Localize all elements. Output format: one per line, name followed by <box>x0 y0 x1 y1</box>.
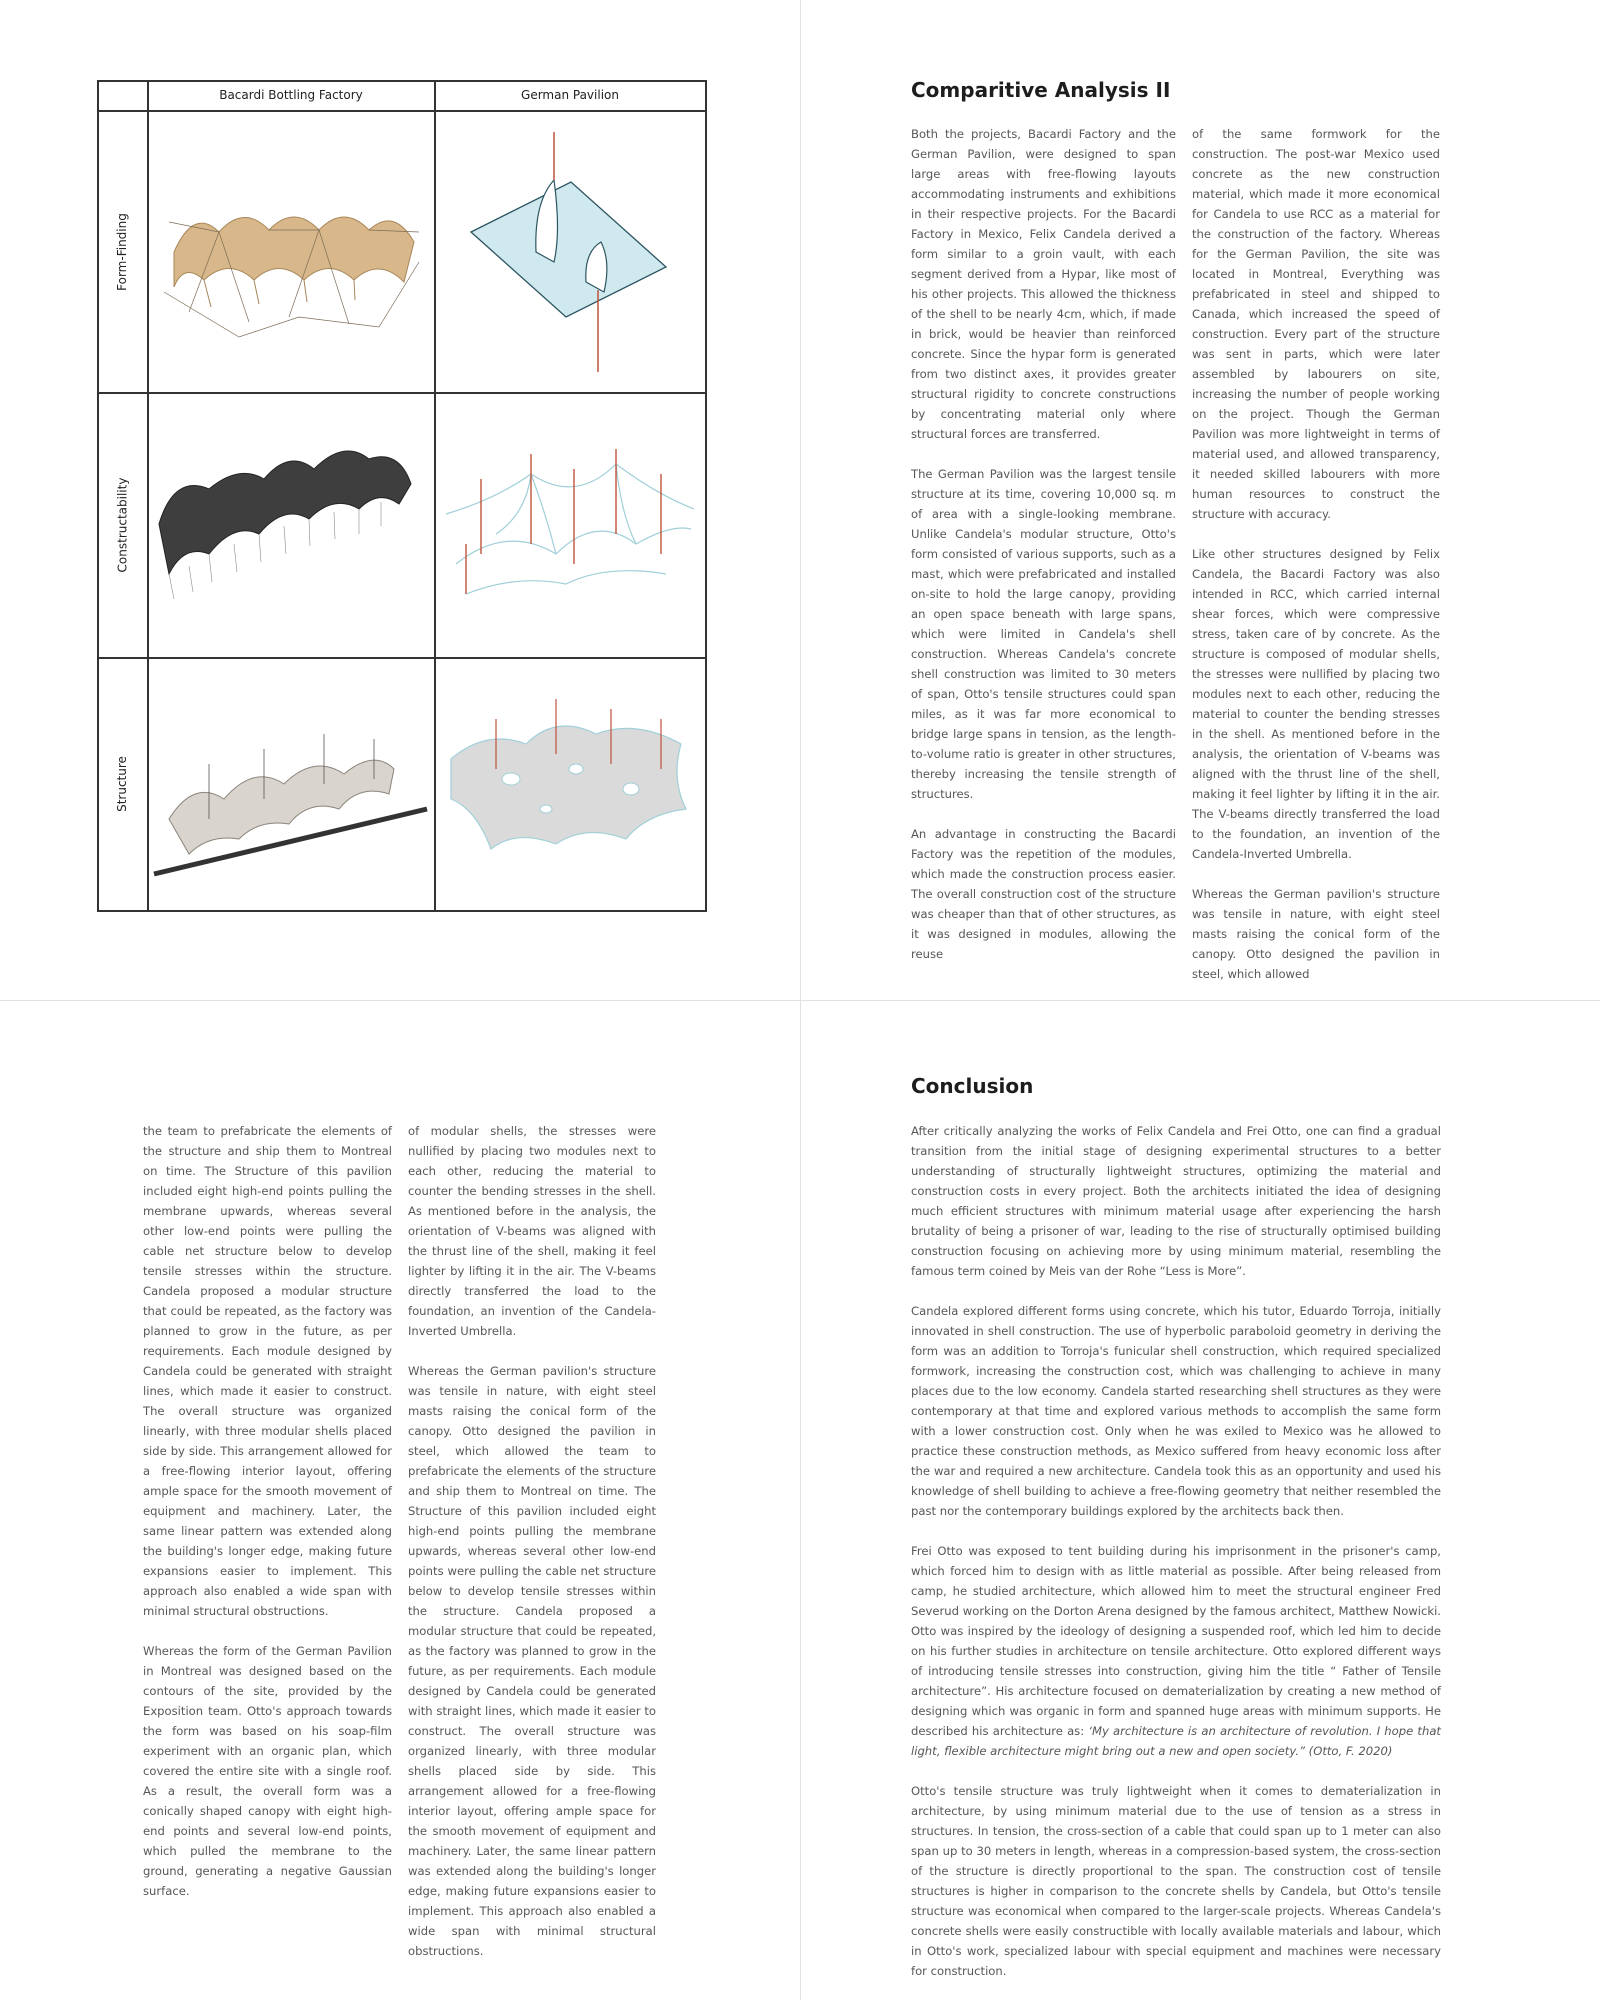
otto-quote: ‘My architecture is an architecture of revolution. I hope that light, flexible architecture might bring out a new and open society.” (Otto, F. 2020) <box>911 1724 1441 1758</box>
bacardi-structure-drawing <box>149 659 434 910</box>
continuation-paragraph: of modular shells, the stresses were nullified by placing two modules next to each other, reducing the material to counter the bending stresses in the shell. As mentioned before in the analysis, the orientation of V-beams was aligned with the thrust line of the shell, making it feel lighter by lifting it in the air. The V-beams directly transferred the load to the foundation, an invention of the Candela-Inverted Umbrella. <box>408 1124 656 1338</box>
conclusion-paragraph: After critically analyzing the works of Felix Candela and Frei Otto, one can find a gradual transition from the initial stage of designing experimental structures to a better understanding of structurally lightweight structures, optimizing the material and construction costs in every project. Both the architects initiated the idea of designing much efficient structures with minimum material usage after experiencing the harsh brutality of being a prisoner of war, leading to the rise of structurally optimised building construction focusing on achieving more by using minimum material, resembling the famous term coined by Meis van der Rohe “Less is More”. <box>911 1124 1441 1278</box>
column-header-bacardi: Bacardi Bottling Factory <box>219 88 363 102</box>
analysis-paragraph: of the same formwork for the construction. The post-war Mexico used concrete as the new construction material, which made it more economical for Candela to use RCC as a material for the construction of the factory. Whereas for the German Pavilion, the site was located in Montreal, Everything was prefabricated in steel and shipped to Canada, which increased the speed of construction. Every part of the structure was sent in parts, which were later assembled by labourers on site, increasing the number of people working on the project. Though the German Pavilion was more lightweight in terms of material used, and allowed transparency, it needed skilled labourers with more human resources to construct the structure with accuracy. <box>1192 127 1440 521</box>
conclusion-paragraph <box>911 1541 1441 1761</box>
continuation-paragraph: Whereas the form of the German Pavilion in Montreal was designed based on the contours of the site, provided by the Exposition team. Otto's approach towards the form was based on his soap-film experiment with an organic plan, which covered the entire site with a single roof. As a result, the overall form was a conically shaped canopy with eight high-end points and several low-end points, which pulled the membrane to the ground, generating a negative Gaussian surface. <box>143 1644 392 1898</box>
row-label-constructability: Constructability <box>115 477 129 573</box>
conclusion-title: Conclusion <box>911 1074 1034 1098</box>
conclusion-paragraph: Otto's tensile structure was truly lightweight when it comes to dematerialization in architecture, by using minimum material due to the use of tension as a stress in structures. In tension, the cross-section of a cable that could span up to 1 meter can also span up to 30 meters in length, whereas in a compression-based system, the cross-section of the structure is directly proportional to the span. The construction cost of tensile structures is higher in comparison to the concrete shells by Candela, but Otto's tensile structure was economical when compared to the larger-scale projects. Whereas Candela's concrete shells were easily constructible with locally available materials and labour, which in Otto's work, specialized labour with special equipment and machines were necessary for construction. <box>911 1784 1441 1978</box>
page-divider-horizontal <box>0 1000 1600 1001</box>
analysis-paragraph: Both the projects, Bacardi Factory and the German Pavilion, were designed to span large areas with free-flowing layouts accommodating instruments and exhibitions in their respective projects. For the Bacardi Factory in Mexico, Felix Candela derived a form similar to a groin vault, with each segment derived from a Hypar, like most of his other projects. This allowed the thickness of the shell to be nearly 4cm, which, if made in brick, would be heavier than reinforced concrete. Since the hypar form is generated from two distinct axes, it provides greater structural rigidity to concrete constructions by concentrating material only where structural forces are transferred. <box>911 127 1176 441</box>
comparison-table <box>97 80 707 912</box>
row-label-structure: Structure <box>115 756 130 812</box>
row-label-form-finding: Form-Finding <box>115 212 130 291</box>
analysis-left-column <box>911 124 1176 964</box>
analysis-paragraph: The German Pavilion was the largest tensile structure at its time, covering 10,000 sq. m of area with a single-looking membrane. Unlike Candela's modular structure, Otto's form consisted of various supports, such as a mast, which were prefabricated and installed on-site to hold the large canopy, providing an open space beneath with large spans, which were limited in Candela's shell construction. Whereas Candela's concrete shell construction was limited to 30 meters of span, Otto's tensile structures could span miles, as it was far more economical to bridge large spans in tension, as the length-to-volume ratio is greater in other structures, thereby increasing the tensile strength of structures. <box>911 467 1176 801</box>
bacardi-constructability-drawing <box>149 394 434 657</box>
conclusion-paragraph-text: Frei Otto was exposed to tent building during his imprisonment in the prisoner's camp, which forced him to design with as little material as possible. After being released from camp, he studied architecture, which allowed him to meet the structural engineer Fred Severud working on the Dorton Arena designed by the famous architect, Matthew Nowicki. Otto was inspired by the ideology of designing a suspended roof, which led him to decide on his further studies in architecture on tensile architecture. Otto explored different ways of introducing tensile stresses into construction, giving him the title “ Father of Tensile architecture”. His architecture focused on dematerialization by creating a new method of designing which was organic in form and spanned huge areas with minimum supports. He described his architecture as: <box>911 1544 1441 1738</box>
analysis-paragraph: Whereas the German pavilion's structure was tensile in nature, with eight steel masts raising the conical form of the canopy. Otto designed the pavilion in steel, which allowed <box>1192 887 1440 981</box>
bacardi-form-finding-drawing <box>149 112 434 392</box>
conclusion-body <box>911 1121 1441 1981</box>
analysis-paragraph: Like other structures designed by Felix Candela, the Bacardi Factory was also intended in RCC, which carried internal shear forces, which were compressive stress, taken care of by concrete. As the structure is composed of modular shells, the stresses were nullified by placing two modules next to each other, reducing the material to counter the bending stresses in the shell. As mentioned before in the analysis, the orientation of V-beams was aligned with the thrust line of the shell, making it feel lighter by lifting it in the air. The V-beams directly transferred the load to the foundation, an invention of the Candela-Inverted Umbrella. <box>1192 547 1440 861</box>
conclusion-paragraph: Candela explored different forms using concrete, which his tutor, Eduardo Torroja, initially innovated in shell construction. The use of hyperbolic paraboloid geometry in deriving the form was an addition to Torroja's funicular shell construction, which required specialized formwork, increasing the construction cost, which was challenging to achieve in many places due to the low economy. Candela started researching shell structures as they were contemporary at that time and explored various methods to accomplish the same form with a lower construction cost. Only when he was exiled to Mexico was he allowed to practice these construction methods, as Mexico suffered from heavy economic loss after the war and required a new architecture. Candela took this as an opportunity and used his knowledge of shell building to achieve a free-flowing geometry that neither resembled the past nor the contemporary buildings explored by the architects back then. <box>911 1304 1441 1518</box>
german-pavilion-structure-drawing <box>436 659 705 910</box>
column-header-german-pavilion: German Pavilion <box>521 88 619 102</box>
continuation-paragraph: the team to prefabricate the elements of the structure and ship them to Montreal on time. The Structure of this pavilion included eight high-end points pulling the membrane upwards, whereas several other low-end points were pulling the cable net structure below to develop tensile stresses within the structure. Candela proposed a modular structure that could be repeated, as the factory was planned to grow in the future, as per requirements. Each module designed by Candela could be generated with straight lines, which made it easier to construct. The overall structure was organized linearly, with three modular shells placed side by side. This arrangement allowed for a free-flowing interior layout, offering ample space for the smooth movement of equipment and machinery. Later, the same linear pattern was extended along the building's longer edge, making future expansions easier to implement. This approach also enabled a wide span with minimal structural obstructions. <box>143 1124 392 1618</box>
continuation-paragraph: Whereas the German pavilion's structure was tensile in nature, with eight steel masts raising the conical form of the canopy. Otto designed the pavilion in steel, which allowed the team to prefabricate the elements of the structure and ship them to Montreal on time. The Structure of this pavilion included eight high-end points pulling the membrane upwards, whereas several other low-end points were pulling the cable net structure below to develop tensile stresses within the structure. Candela proposed a modular structure that could be repeated, as the factory was planned to grow in the future, as per requirements. Each module designed by Candela could be generated with straight lines, which made it easier to construct. The overall structure was organized linearly, with three modular shells placed side by side. This arrangement allowed for a free-flowing interior layout, offering ample space for the smooth movement of equipment and machinery. Later, the same linear pattern was extended along the building's longer edge, making future expansions easier to implement. This approach also enabled a wide span with minimal structural obstructions. <box>408 1364 656 1958</box>
continuation-left-column <box>143 1121 392 1901</box>
german-pavilion-form-finding-drawing <box>436 112 705 392</box>
analysis-paragraph: An advantage in constructing the Bacardi Factory was the repetition of the modules, which made the construction process easier. The overall construction cost of the structure was cheaper than that of other structures, as it was designed in modules, allowing the reuse <box>911 827 1176 961</box>
analysis-right-column <box>1192 124 1440 984</box>
continuation-right-column <box>408 1121 656 1961</box>
analysis-title: Comparitive Analysis II <box>911 78 1171 102</box>
german-pavilion-constructability-drawing <box>436 394 705 657</box>
